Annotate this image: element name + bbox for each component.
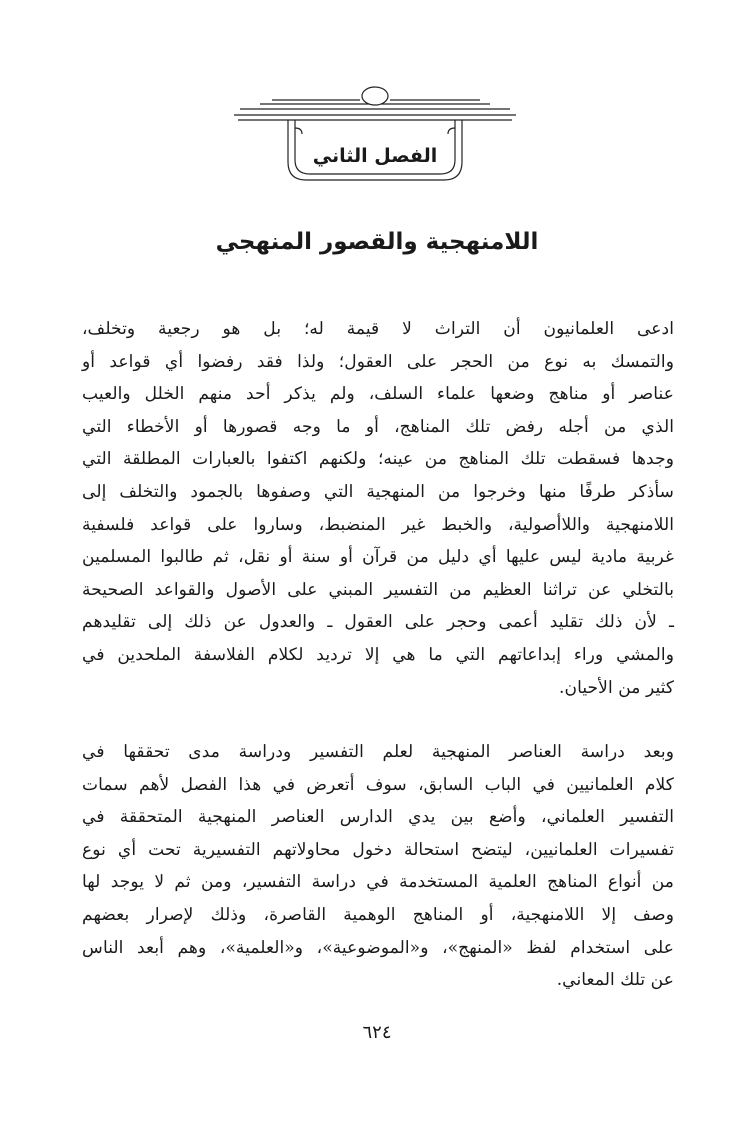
text-line: وصف إلا اللامنهجية، أو المناهج الوهمية القاصرة، وذلك لإصرار بعضهم xyxy=(82,904,674,925)
text-line: عن تلك المعاني. xyxy=(556,970,674,991)
text-line: ادعى العلمانيون أن التراث لا قيمة له؛ بل هو رجعية وتخلف، xyxy=(82,319,674,339)
text-line: وجدها فسقطت تلك المناهج من عينه؛ ولكنهم اكتفوا بالعبارات المطلقة التي xyxy=(82,449,674,470)
text-line: اللامنهجية واللاأصولية، والخبط غير المنضبط، وساروا على قواعد فلسفية xyxy=(82,514,674,535)
text-line: التفسير العلماني، وأضع بين يدي الدارس العناصر المنهجية المتحققة في xyxy=(82,807,674,828)
text-line: والمشي وراء إبداعاتهم التي ما هي إلا ترديد لكلام الفلاسفة الملحدين في xyxy=(82,644,674,665)
chapter-label: الفصل الثاني xyxy=(312,145,438,167)
text-line: بالتخلي عن تراثنا العظيم من التفسير المبني على الأصول والقواعد الصحيحة xyxy=(82,579,674,600)
body-paragraph xyxy=(82,313,674,704)
text-line: الذي من أجله رفض تلك المناهج، أو ما وجه قصورها أو الأخطاء التي xyxy=(82,416,674,437)
text-line: غربية مادية ليس عليها أي دليل من قرآن أو سنة أو نقل، ثم طالبوا المسلمين xyxy=(82,547,674,568)
text-line: من أنواع المناهج العلمية المستخدمة في دراسة التفسير، ومن ثم لا يوجد لها xyxy=(82,872,674,893)
text-line: والتمسك به نوع من الحجر على العقول؛ ولذا فقد رفضوا أي قواعد أو xyxy=(82,351,674,372)
text-line: ـ لأن ذلك تقليد أعمى وحجر على العقول ـ والعدول عن ذلك إلى تقليدهم xyxy=(82,612,674,633)
body-paragraph xyxy=(82,736,674,997)
text-line: كثير من الأحيان. xyxy=(559,677,674,698)
text-line: كلام العلمانيين في الباب السابق، سوف أتعرض في هذا الفصل لأهم سمات xyxy=(82,774,674,795)
text-line: تفسيرات العلمانيين، ليتضح استحالة دخول محاولاتهم التفسيرية تحت أي نوع xyxy=(82,839,674,860)
text-line: سأذكر طرفًا منها وخرجوا من المنهجية التي وصفوها بالجمود والتخلف إلى xyxy=(82,481,674,502)
page-number: ٦٢٤ xyxy=(362,1022,392,1043)
text-line: وبعد دراسة العناصر المنهجية لعلم التفسير ودراسة مدى تحققها في xyxy=(82,742,674,762)
text-line: عناصر أو مناهج وضعها علماء السلف، ولم يذكر أحد منهم الخلل والعيب xyxy=(82,384,674,405)
text-line: على استخدام لفظ «المنهج»، و«الموضوعية»، و«العلمية»، وهم أبعد الناس xyxy=(82,937,674,958)
section-title: اللامنهجية والقصور المنهجي xyxy=(215,229,539,255)
